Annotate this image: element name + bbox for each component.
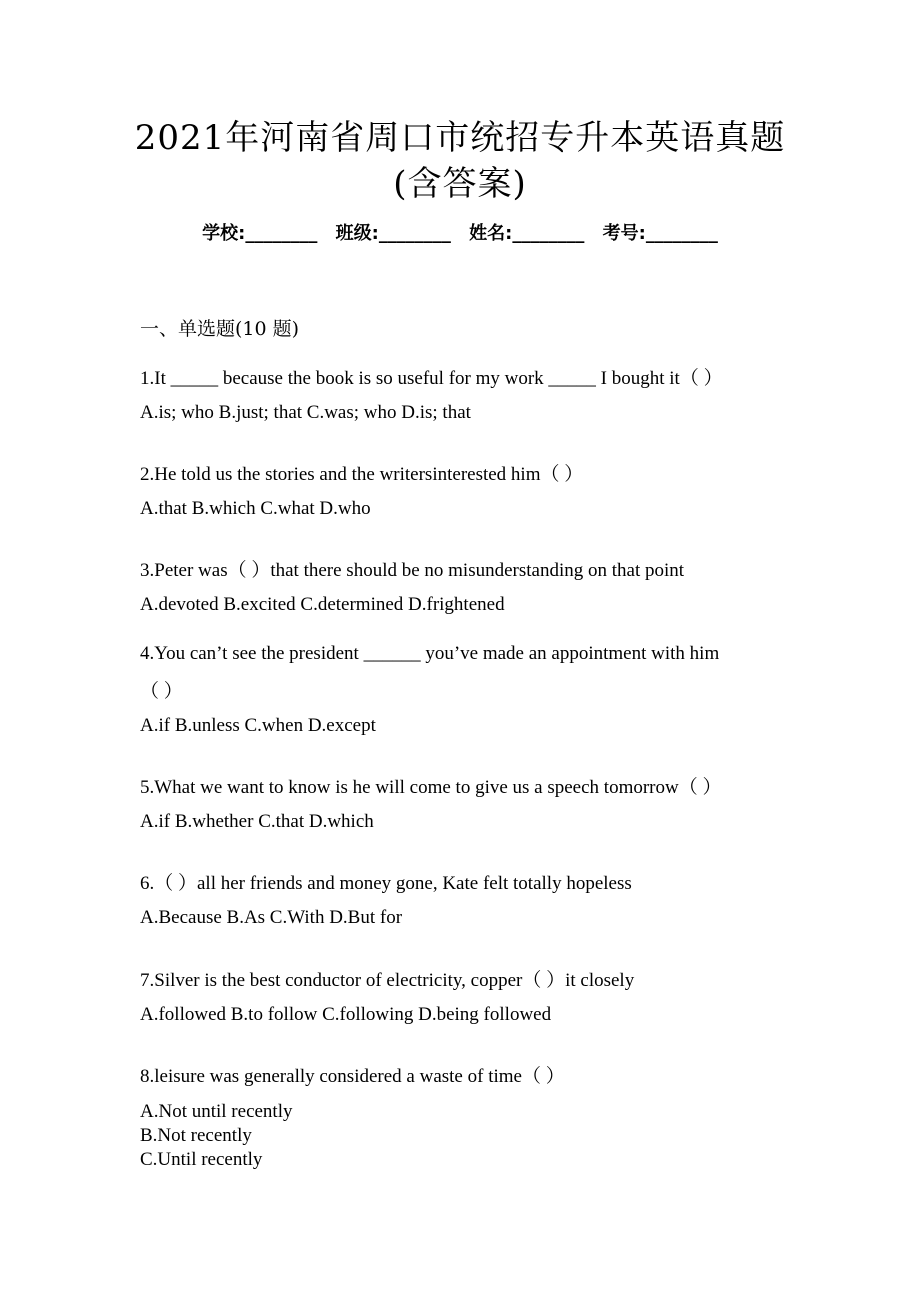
student-info-row — [0, 220, 920, 248]
page-title-line2: (含答案) — [393, 164, 527, 204]
question-1-options: A.is; who B.just; that C.was; who D.is; that — [140, 402, 471, 423]
question-4-stem: 4.You can’t see the president ______ you’ve made an appointment with him — [140, 643, 720, 664]
question-8-option-b: B.Not recently — [140, 1125, 252, 1146]
number-field: 考号:________ — [602, 223, 718, 244]
class-field: 班级:________ — [335, 223, 451, 244]
question-3-options: A.devoted B.excited C.determined D.frightened — [140, 594, 505, 615]
question-7-stem: 7.Silver is the best conductor of electricity, copper（ ）it closely — [140, 970, 635, 991]
school-field: 学校:________ — [202, 223, 318, 244]
question-7-options: A.followed B.to follow C.following D.being followed — [140, 1004, 552, 1025]
question-4-stem-continued: （ ） — [140, 681, 183, 702]
section-heading: 一、单选题(10 题) — [140, 318, 300, 340]
question-8-stem: 8.leisure was generally considered a waste of time（ ） — [140, 1066, 565, 1087]
question-8-option-c: C.Until recently — [140, 1149, 263, 1170]
question-2-options: A.that B.which C.what D.who — [140, 498, 371, 519]
page-title-line1: 2021年河南省周口市统招专升本英语真题 — [134, 118, 786, 158]
question-3-stem: 3.Peter was（ ）that there should be no misunderstanding on that point — [140, 560, 685, 581]
question-5-options: A.if B.whether C.that D.which — [140, 811, 374, 832]
question-1-stem: 1.It _____ because the book is so useful for my work _____ I bought it（ ） — [140, 368, 723, 389]
question-8-option-a: A.Not until recently — [140, 1101, 293, 1122]
question-6-options: A.Because B.As C.With D.But for — [140, 907, 403, 928]
question-4-options: A.if B.unless C.when D.except — [140, 715, 376, 736]
question-6-stem: 6.（ ）all her friends and money gone, Kate felt totally hopeless — [140, 873, 632, 894]
question-2-stem: 2.He told us the stories and the writersinterested him（ ） — [140, 464, 584, 485]
question-5-stem: 5.What we want to know is he will come to give us a speech tomorrow（ ） — [140, 777, 722, 798]
name-field: 姓名:________ — [469, 223, 585, 244]
